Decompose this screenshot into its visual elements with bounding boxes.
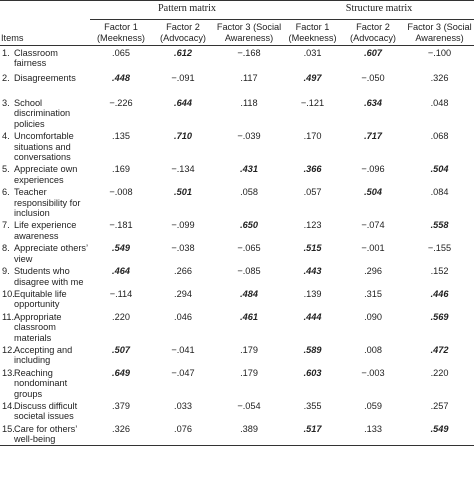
loading-value xyxy=(152,46,214,72)
loading-value: .296 xyxy=(364,266,382,277)
loading-value-highlight: .507 xyxy=(112,344,130,355)
loading-value-highlight: .501 xyxy=(174,187,192,198)
loading-value: −.155 xyxy=(427,243,452,254)
loading-value-highlight: .603 xyxy=(303,367,322,378)
loading-value: .355 xyxy=(303,400,322,411)
table-row xyxy=(0,185,474,218)
item-number: 9. xyxy=(2,266,10,277)
table-row xyxy=(0,366,474,399)
loading-value: .065 xyxy=(112,48,130,58)
table-row xyxy=(0,96,474,129)
loading-value: .068 xyxy=(430,131,449,142)
item-label: Discuss difficult societal issues xyxy=(14,400,78,422)
item-label: Classroom fairness xyxy=(14,48,58,69)
loading-value xyxy=(405,310,474,343)
item-label: Uncomfortable situations and conversations xyxy=(14,131,74,163)
loading-value-highlight: .443 xyxy=(303,266,322,277)
loading-value xyxy=(284,310,341,343)
loading-value: −.003 xyxy=(361,367,385,378)
loading-value-highlight: .558 xyxy=(430,220,449,231)
loading-value-highlight: .649 xyxy=(112,367,130,378)
items-header: Items xyxy=(0,20,90,46)
loading-value: .152 xyxy=(430,266,449,277)
item-number: 14. xyxy=(2,400,15,411)
loading-value: .046 xyxy=(174,311,192,322)
loading-value: −.099 xyxy=(171,220,195,231)
column-header: Factor 3 (Social Awareness) xyxy=(405,20,474,46)
loading-value: −.121 xyxy=(300,98,325,108)
loading-value-highlight: .710 xyxy=(174,131,192,142)
item-label: Accepting and including xyxy=(14,344,73,366)
loading-value: −.091 xyxy=(171,73,195,83)
column-header: Factor 2 (Advocacy) xyxy=(152,20,214,46)
loading-value: −.047 xyxy=(171,367,195,378)
loading-value: .170 xyxy=(303,131,322,142)
loading-value xyxy=(152,129,214,162)
item-number: 11. xyxy=(2,311,15,322)
loading-value xyxy=(90,264,152,287)
item-label: Appreciate own experiences xyxy=(14,164,78,185)
loading-value xyxy=(405,218,474,241)
loading-value xyxy=(214,218,284,241)
table-row xyxy=(0,46,474,72)
loading-value: .379 xyxy=(112,400,130,411)
item-number: 10. xyxy=(2,288,15,299)
loading-value-highlight: .504 xyxy=(364,187,382,198)
loading-value: .031 xyxy=(303,48,322,58)
loading-value: −.050 xyxy=(361,73,385,83)
loading-value: .257 xyxy=(430,400,449,411)
loading-value: .008 xyxy=(364,344,382,355)
loading-value: −.039 xyxy=(237,131,261,142)
loading-value: .048 xyxy=(430,98,449,108)
loading-value: −.226 xyxy=(109,98,133,108)
table-row xyxy=(0,129,474,162)
loading-value-highlight: .497 xyxy=(303,73,322,83)
column-header: Factor 1 (Meekness) xyxy=(284,20,341,46)
loading-value: −.001 xyxy=(361,243,385,254)
loading-value-highlight: .607 xyxy=(364,48,382,58)
loading-value: .326 xyxy=(430,73,449,83)
loading-value: −.041 xyxy=(171,344,195,355)
loading-value: .294 xyxy=(174,288,192,299)
loading-value xyxy=(90,343,152,366)
structure-matrix-header: Structure matrix xyxy=(284,1,474,20)
loading-value-highlight: .446 xyxy=(430,288,449,299)
loading-value: .326 xyxy=(90,422,152,445)
loading-value xyxy=(284,264,341,287)
loading-value-highlight: .484 xyxy=(240,288,258,299)
item-number: 1. xyxy=(2,48,10,58)
item-number: 2. xyxy=(2,73,10,83)
item-label: Equitable life opportunity xyxy=(14,288,67,310)
loading-value-highlight: .472 xyxy=(430,344,449,355)
loading-value: −.008 xyxy=(109,187,133,198)
loading-value: −.065 xyxy=(237,243,261,254)
loading-value xyxy=(214,310,284,343)
loading-value: .059 xyxy=(364,400,382,411)
loading-value-highlight: .650 xyxy=(240,220,258,231)
item-number: 7. xyxy=(2,220,10,231)
item-number: 13. xyxy=(2,367,15,378)
loading-value xyxy=(90,241,152,264)
loading-value-highlight: .589 xyxy=(303,344,322,355)
loading-value xyxy=(405,422,474,445)
loading-value xyxy=(284,366,341,399)
table-row xyxy=(0,310,474,343)
loading-value xyxy=(284,241,341,264)
table-row xyxy=(0,422,474,445)
loading-value-highlight: .448 xyxy=(112,73,130,83)
loading-value-highlight: .644 xyxy=(174,98,192,108)
column-header: Factor 1 (Meekness) xyxy=(90,20,152,46)
loading-value xyxy=(405,287,474,310)
loading-value: .169 xyxy=(112,164,130,175)
loading-value: .084 xyxy=(430,187,449,198)
loading-value xyxy=(90,366,152,399)
table-body xyxy=(0,46,474,446)
loading-value: −.054 xyxy=(237,400,261,411)
loading-value-highlight: .569 xyxy=(430,311,449,322)
item-label: Teacher responsibility for inclusion xyxy=(14,187,81,219)
table-row xyxy=(0,241,474,264)
loading-value-highlight: .549 xyxy=(430,423,449,434)
loading-value-highlight: .515 xyxy=(303,243,322,254)
loading-value xyxy=(214,162,284,185)
loading-value: .266 xyxy=(174,266,192,277)
loading-value xyxy=(284,162,341,185)
loading-value: −.168 xyxy=(237,48,261,58)
loading-value: .389 xyxy=(214,422,284,445)
loading-value xyxy=(214,287,284,310)
loading-value xyxy=(152,185,214,218)
item-number: 12. xyxy=(2,344,15,355)
item-number: 4. xyxy=(2,131,10,142)
loading-value: .135 xyxy=(112,131,130,142)
loading-value: .220 xyxy=(112,311,130,322)
loading-value xyxy=(284,71,341,96)
loading-value: .220 xyxy=(430,367,449,378)
item-label: Life experience awareness xyxy=(14,220,77,241)
loading-value: .118 xyxy=(240,98,258,108)
item-label: Appreciate others’ view xyxy=(14,243,88,264)
loading-value-highlight: .464 xyxy=(112,266,130,277)
table-row xyxy=(0,71,474,96)
loading-value: −.181 xyxy=(109,220,133,231)
loading-value: .315 xyxy=(364,288,382,299)
loading-value-highlight: .717 xyxy=(364,131,382,142)
item-number: 8. xyxy=(2,243,10,254)
loading-value: .179 xyxy=(240,344,258,355)
loading-value-highlight: .634 xyxy=(364,98,382,108)
table-row xyxy=(0,399,474,422)
table-row xyxy=(0,162,474,185)
column-header: Factor 3 (Social Awareness) xyxy=(214,20,284,46)
loading-value-highlight: .612 xyxy=(174,48,192,58)
loading-value: .133 xyxy=(341,422,405,445)
loading-value xyxy=(341,46,405,72)
loading-value: .179 xyxy=(240,367,258,378)
table-row xyxy=(0,264,474,287)
column-header-row xyxy=(0,20,474,46)
loading-value-highlight: .444 xyxy=(303,311,322,322)
item-label: Disagreements xyxy=(14,73,76,83)
loading-value-highlight: .549 xyxy=(112,243,130,254)
group-header-row xyxy=(0,1,474,20)
loading-value: −.100 xyxy=(427,48,452,58)
pattern-matrix-header: Pattern matrix xyxy=(90,1,284,20)
item-number: 3. xyxy=(2,98,10,108)
loading-value xyxy=(90,71,152,96)
loading-value: .117 xyxy=(240,73,258,83)
item-number: 5. xyxy=(2,164,10,175)
item-label: Reaching nondominant groups xyxy=(14,367,68,399)
loading-value: −.134 xyxy=(171,164,195,175)
table-row xyxy=(0,218,474,241)
item-label: Students who disagree with me xyxy=(14,266,84,287)
loading-value: .090 xyxy=(364,311,382,322)
loading-value: −.074 xyxy=(361,220,385,231)
loading-value-highlight: .504 xyxy=(430,164,449,175)
loading-value: .076 xyxy=(152,422,214,445)
loading-value xyxy=(284,343,341,366)
loading-value: −.085 xyxy=(237,266,261,277)
loading-value: .033 xyxy=(174,400,192,411)
loading-value xyxy=(341,129,405,162)
loading-value: .057 xyxy=(303,187,322,198)
table-row xyxy=(0,287,474,310)
table-row xyxy=(0,343,474,366)
item-label: School discrimination policies xyxy=(14,98,71,129)
loading-value xyxy=(405,162,474,185)
column-header: Factor 2 (Advocacy) xyxy=(341,20,405,46)
item-label: Care for others’ well-being xyxy=(14,422,90,445)
loading-value: .139 xyxy=(303,288,322,299)
loading-value-highlight: .366 xyxy=(303,164,322,175)
item-number: 6. xyxy=(2,187,10,198)
loading-value xyxy=(405,343,474,366)
loading-value: .058 xyxy=(240,187,258,198)
loading-value: −.038 xyxy=(171,243,195,254)
loading-value: −.096 xyxy=(361,164,385,175)
loading-value xyxy=(284,422,341,445)
loading-value xyxy=(152,96,214,129)
loading-value-highlight: .431 xyxy=(240,164,258,175)
item-number: 15. xyxy=(0,422,14,445)
item-label: Appropriate classroom materials xyxy=(14,311,62,343)
loading-value xyxy=(341,96,405,129)
loading-value-highlight: .461 xyxy=(240,311,258,322)
loading-value xyxy=(341,185,405,218)
loading-value: .123 xyxy=(303,220,322,231)
loading-value: −.114 xyxy=(109,288,133,299)
loading-value-highlight: .517 xyxy=(303,423,322,434)
